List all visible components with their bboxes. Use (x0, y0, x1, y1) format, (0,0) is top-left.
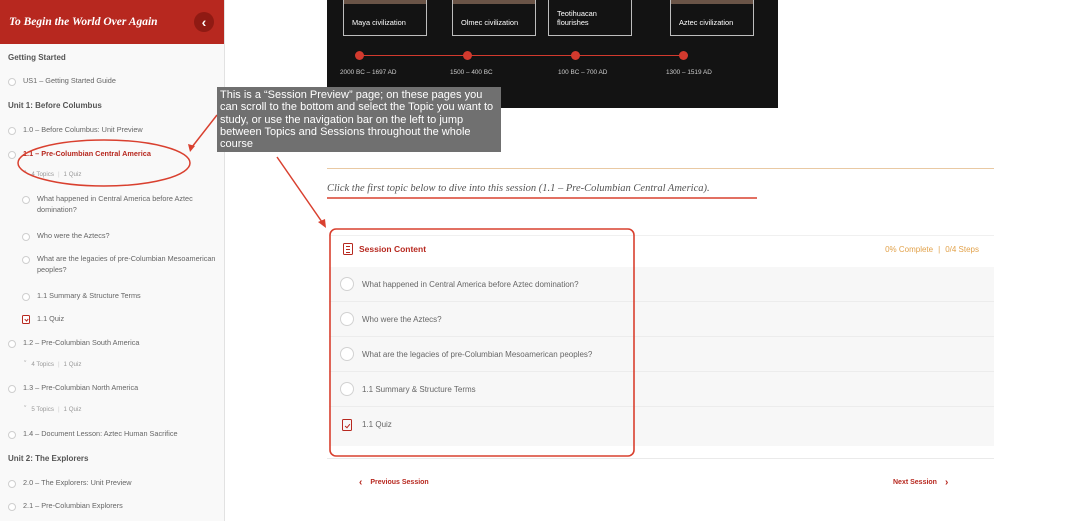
timeline-event (452, 0, 536, 36)
circle-icon (22, 233, 30, 241)
chevron-left-icon[interactable]: ‹ (194, 12, 214, 32)
sidebar-topic[interactable] (22, 291, 216, 302)
circle-icon (8, 127, 16, 135)
section-title-getting-started[interactable]: Getting Started (8, 53, 66, 62)
quiz-row[interactable] (329, 407, 994, 442)
next-session-link[interactable] (893, 477, 948, 488)
topic-count: 5 Topics (31, 406, 54, 413)
separator: | (938, 245, 941, 254)
circle-icon (340, 382, 354, 396)
timeline-marker (355, 51, 364, 60)
sidebar-item-label: 2.0 – The Explorers: Unit Preview (23, 478, 132, 487)
topic-count: 4 Topics (31, 171, 54, 178)
separator: | (57, 171, 60, 178)
sidebar-item-label: What happened in Central America before Aztec domination? (37, 194, 193, 214)
session-progress (885, 245, 979, 254)
arrow-head (318, 219, 326, 228)
topic-label: 1.1 Summary & Structure Terms (362, 384, 476, 394)
quiz-icon (342, 419, 352, 431)
circle-icon (22, 196, 30, 204)
session-meta[interactable] (24, 406, 81, 413)
quiz-count: 1 Quiz (63, 406, 82, 413)
next-session-label: Next Session (893, 479, 937, 486)
timeline-event-label: Olmec civilization (461, 18, 519, 28)
circle-icon (8, 78, 16, 86)
topic-label: What happened in Central America before Aztec domination? (362, 279, 579, 289)
timeline-event-label: Maya civilization (352, 18, 406, 28)
divider (327, 168, 994, 169)
sidebar-item-getting-started-guide[interactable] (8, 76, 216, 87)
quiz-label: 1.1 Quiz (362, 420, 392, 429)
sidebar-item-label: Who were the Aztecs? (37, 231, 110, 240)
sidebar-item-label: 1.3 – Pre-Columbian North America (23, 383, 139, 392)
sidebar-item-label: What are the legacies of pre-Columbian Mesoamerican peoples? (37, 254, 216, 274)
sidebar-item-label: 1.1 Summary & Structure Terms (37, 291, 141, 300)
sidebar-item-session-1-3[interactable] (8, 383, 216, 394)
topic-label: Who were the Aztecs? (362, 314, 442, 324)
circle-icon (8, 340, 16, 348)
chevron-down-icon: ˇ (24, 361, 27, 368)
circle-icon (340, 347, 354, 361)
progress-steps: 0/4 Steps (945, 245, 979, 254)
circle-icon (340, 312, 354, 326)
sidebar-item-session-2-1[interactable] (8, 501, 216, 512)
circle-icon (8, 480, 16, 488)
chevron-down-icon: ˇ (24, 406, 27, 413)
timeline-event-label: Teotihuacan flourishes (557, 8, 597, 28)
callout-arrow (277, 157, 322, 222)
sidebar-topic[interactable] (22, 254, 216, 275)
sidebar-item-label: 1.4 – Document Lesson: Aztec Human Sacrifice (23, 429, 178, 438)
chevron-up-icon: ˆ (24, 171, 27, 178)
timeline-event (670, 0, 754, 36)
topic-label: What are the legacies of pre-Columbian Mesoamerican peoples? (362, 349, 593, 359)
sidebar-item-label: 1.0 – Before Columbus: Unit Preview (23, 125, 143, 134)
topic-row[interactable] (329, 267, 994, 302)
chevron-right-icon: › (944, 477, 949, 488)
session-content-header (329, 235, 994, 267)
divider (327, 458, 994, 459)
topic-count: 4 Topics (31, 361, 54, 368)
circle-icon (8, 431, 16, 439)
quiz-count: 1 Quiz (63, 361, 82, 368)
timeline-marker (463, 51, 472, 60)
session-meta[interactable] (24, 171, 81, 178)
sidebar-item-session-1-4[interactable] (8, 429, 216, 440)
session-content-panel (329, 235, 994, 446)
topic-row[interactable] (329, 337, 994, 372)
sidebar-quiz[interactable] (22, 314, 216, 325)
timeline-event-label: Aztec civilization (679, 18, 734, 28)
quiz-icon (22, 315, 30, 324)
timeline-marker (571, 51, 580, 60)
sidebar-item-label: 1.1 Quiz (37, 314, 65, 323)
sidebar-item-label: 1.1 – Pre-Columbian Central America (23, 149, 151, 158)
circle-icon (340, 277, 354, 291)
sidebar-item-label: 2.1 – Pre-Columbian Explorers (23, 501, 123, 510)
timeline-date: 100 BC – 700 AD (558, 69, 608, 76)
timeline-event (548, 0, 632, 36)
timeline-event (343, 0, 427, 36)
session-content-title: Session Content (359, 244, 427, 254)
previous-session-link[interactable] (359, 477, 429, 488)
quiz-count: 1 Quiz (63, 171, 82, 178)
course-title[interactable]: To Begin the World Over Again (9, 16, 158, 28)
section-title-unit-2[interactable]: Unit 2: The Explorers (8, 454, 89, 463)
sidebar-header (0, 0, 224, 44)
annotation-note: This is a “Session Preview” page; on these pages you can scroll to the bottom and select the Topic you want to study, or use the navigation bar on the left to jump between Topics and Sessions throughout the whole course (217, 87, 501, 152)
circle-icon (22, 256, 30, 264)
circle-icon (22, 293, 30, 301)
timeline-date: 1300 – 1519 AD (666, 69, 712, 76)
sidebar-item-unit-preview[interactable] (8, 125, 216, 136)
previous-session-label: Previous Session (370, 479, 429, 486)
sidebar-topic[interactable] (22, 231, 216, 242)
topic-row[interactable] (329, 302, 994, 337)
circle-icon (8, 151, 16, 159)
session-meta[interactable] (24, 361, 81, 368)
sidebar-item-label: 1.2 – Pre-Columbian South America (23, 338, 140, 347)
section-title-unit-1[interactable]: Unit 1: Before Columbus (8, 101, 102, 110)
session-intro: Click the first topic below to dive into this session (1.1 – Pre-Columbian Central America). (327, 183, 710, 194)
sidebar-topic[interactable] (22, 194, 216, 215)
sidebar-item-label: US1 – Getting Started Guide (23, 76, 116, 85)
separator: | (57, 406, 60, 413)
timeline-marker (679, 51, 688, 60)
sidebar-item-unit-2-preview[interactable] (8, 478, 216, 489)
topic-row[interactable] (329, 372, 994, 407)
circle-icon (8, 385, 16, 393)
progress-percent: 0% Complete (885, 245, 934, 254)
timeline-date: 1500 – 400 BC (450, 69, 493, 76)
course-sidebar (0, 0, 225, 521)
circle-icon (8, 503, 16, 511)
chevron-left-icon: ‹ (359, 477, 363, 488)
timeline-axis (357, 55, 687, 56)
sidebar-item-session-1-2[interactable] (8, 338, 216, 349)
separator: | (57, 361, 60, 368)
timeline-date: 2000 BC – 1697 AD (340, 69, 397, 76)
sidebar-item-session-1-1[interactable] (8, 149, 216, 160)
document-icon (343, 243, 353, 255)
